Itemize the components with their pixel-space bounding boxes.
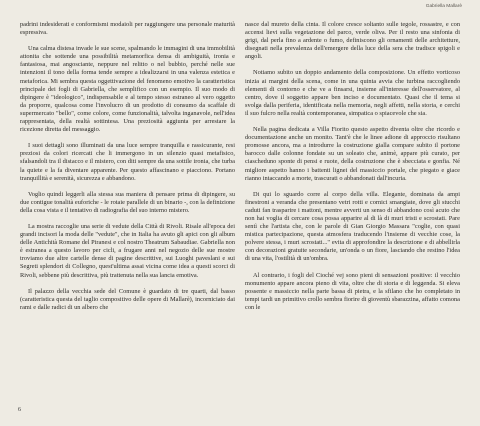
paragraph: Di qui lo sguardo corre al corpo della villa. Elegante, dominata da ampi finestroni a veranda che presentano vetri rotti e cornici smangiate, dove gli stucchi caduti fan trasparire i mattoni, mentre avverti un senso di abbandono così acuto che non hai voglia di cercare cosa possa apparire al di là di muri tristi e scrostati. Pare sentì che l'artista che, con le parole di Gian Giorgio Massara "coglie, con quasi mistica partecipazione, questa atmosfera traducendo l'insieme di vecchie cose, la polvere stessa, i muri scrostati..." evita di approfondire la descrizione e di abbellirla con decorazioni gratuite secondarie, un'onda o un fiore, lasciando che restino l'idea di una vita, l'ostilità di un'ombra. <box>245 190 460 263</box>
left-column <box>20 21 235 312</box>
paragraph: I suoi dettagli sono illuminati da una luce sempre tranquilla e rassicurante, resi preziosi da colori ricercati che li immergono in un silenzio quasi metafisico, sfalsandoli tra il distacco e il mistero, con diti sempre da una sottile ironia, che turba la quiete e la fa diventare apparente. Per questo affascinano e piacciono. Portano tranquillità e serenità, sicurezza e abbandono. <box>20 142 235 182</box>
paragraph: Voglio quindi leggerli alla stessa sua maniera di pensare prima di dipingere, su due contigue tonalità euforiche - le rotaie parallele di un binario -, con la definizione della cosa vista e il tentativo di radiografia del suo interno mistero. <box>20 190 235 214</box>
paragraph: Nella pagina dedicata a Villa Fiorito questo aspetto diventa oltre che ricordo e documentazione anche un monito. Tant'è che le linee adione di approccio risultano promosse ancora, ma a introdurre la costruzione gialla compare subito il portone barocco dalle colonne fondate su un soleato che, animè, appare più curato, per ciascheduno sponte di pensi e ruote, della costruzione che è sbecciata e gonfia. Né migliore aspetto hanno i battenti lignei del massiccio portale, che piegato e giace rianno intaccando a morte, trascurati o abbandonati dall'incuria. <box>245 126 460 182</box>
paragraph: nasce dal mureto della cinta. Il colore cresce soltanto sulle tegole, rossastre, e con accensi lievi sulla vegetazione del parco, verde oliva. Per il resto una sinfonia di grigi, dal perla fino a ardente o fumo, definiscono gli ornamenti delle architetture, disegnati nella prevalenza dell'emergere della luce della sera che tradisce spigoli e angoli. <box>245 21 460 61</box>
paragraph: Una calma distesa invade le sue scene, spalmando le immagini di una immobilità attonita che sottende una possibilità metamorfica densa di ambiguità, ironia e fantasiosa, mai angosciante, neppure nel relitto o nel bubbio, perché nelle sue intenzioni il tono della forma tende sempre a idealizzarsi in una valenza estetica e metaforica. Mi sembra questa oggettivazione del fenomeno emotivo la caratteristica principale dei fogli di Gabriella, che semplifico con un esempio. Il suo modo di dipingere è "ideologico", indispensabile e al tempo stesso estraneo al vero oggetto da proporre, qualcosa come l'involucro di un prodotto di consumo da scaffale di supermercato "bello", come colore, come funzionalità, talvolta inganavole, nell'idea rappresentata, della realtà sottintesa. Una preziosità aggiunta per arrestare la ricezione diretta del messaggio. <box>20 45 235 134</box>
running-header: Gabriella Mallarè <box>425 4 462 9</box>
paragraph: La mostra raccoglie una serie di vedute della Città di Rivoli. Risale all'epoca dei grandi incisori la moda delle "vedute", che in Italia ha avuto gli apici con gli album delle Antichità Romane del Piranesi e col nostro Theatrum Sabaudiae. Gabriella non è estranea a questo lavoro per cicli, a frugare anni nel negozio delle sue mostre troviamo due altre cartelle dense di pagine descrittive, sui Luoghi paveslani e sui Segreti splendori di Collegno, quest'ultima assai vicina come idea a questi scorci di Rivoli, sebbene più descrittiva, più trattenuta nella sua lancia emotiva. <box>20 222 235 279</box>
page-number: 6 <box>18 407 21 413</box>
right-column <box>245 21 460 312</box>
paragraph: Al contrario, i fogli del Cioché vej sono pieni di sensazioni positive: il vecchio monumento appare ancora pieno di vita, oltre che di storia e di leggenda. Si eleva possente e massiccio nella parte bassa di pietra, e la sfilano che ho completato in tempi tardi un primitivo crollo sembra fiorire di gioventù sbarazzina, affatto comona con le <box>245 271 460 311</box>
paragraph: Notiamo subito un doppio andamento della composizione. Un effetto vorticoso inizia ai margini della scena, come in una quinta avvia che turbina raccogliendo elementi di contorno e che ve a finsarsi, insieme all'interesse dell'osservatore, al centro, dove il soggetto appare ben inciso e documentato. Quasi che il tema si svolga dalla periferia, identificata nella memoria, negli affetti, nella storia, e cerchi il suo fulcro nella realtà contemporanea, simpatica o spiacevole che sia. <box>245 69 460 117</box>
paragraph: padrini indesiderati e conformismi modaioli per raggiungere una personale maturità espressiva. <box>20 21 235 37</box>
paragraph: Il palazzo della vecchia sede del Comune è guardato di tre quarti, dal basso (caratteristica questa del taglio compositivo delle opere di Mallarè), incorniciato dai rami e dalle radici di un albero che <box>20 287 235 311</box>
